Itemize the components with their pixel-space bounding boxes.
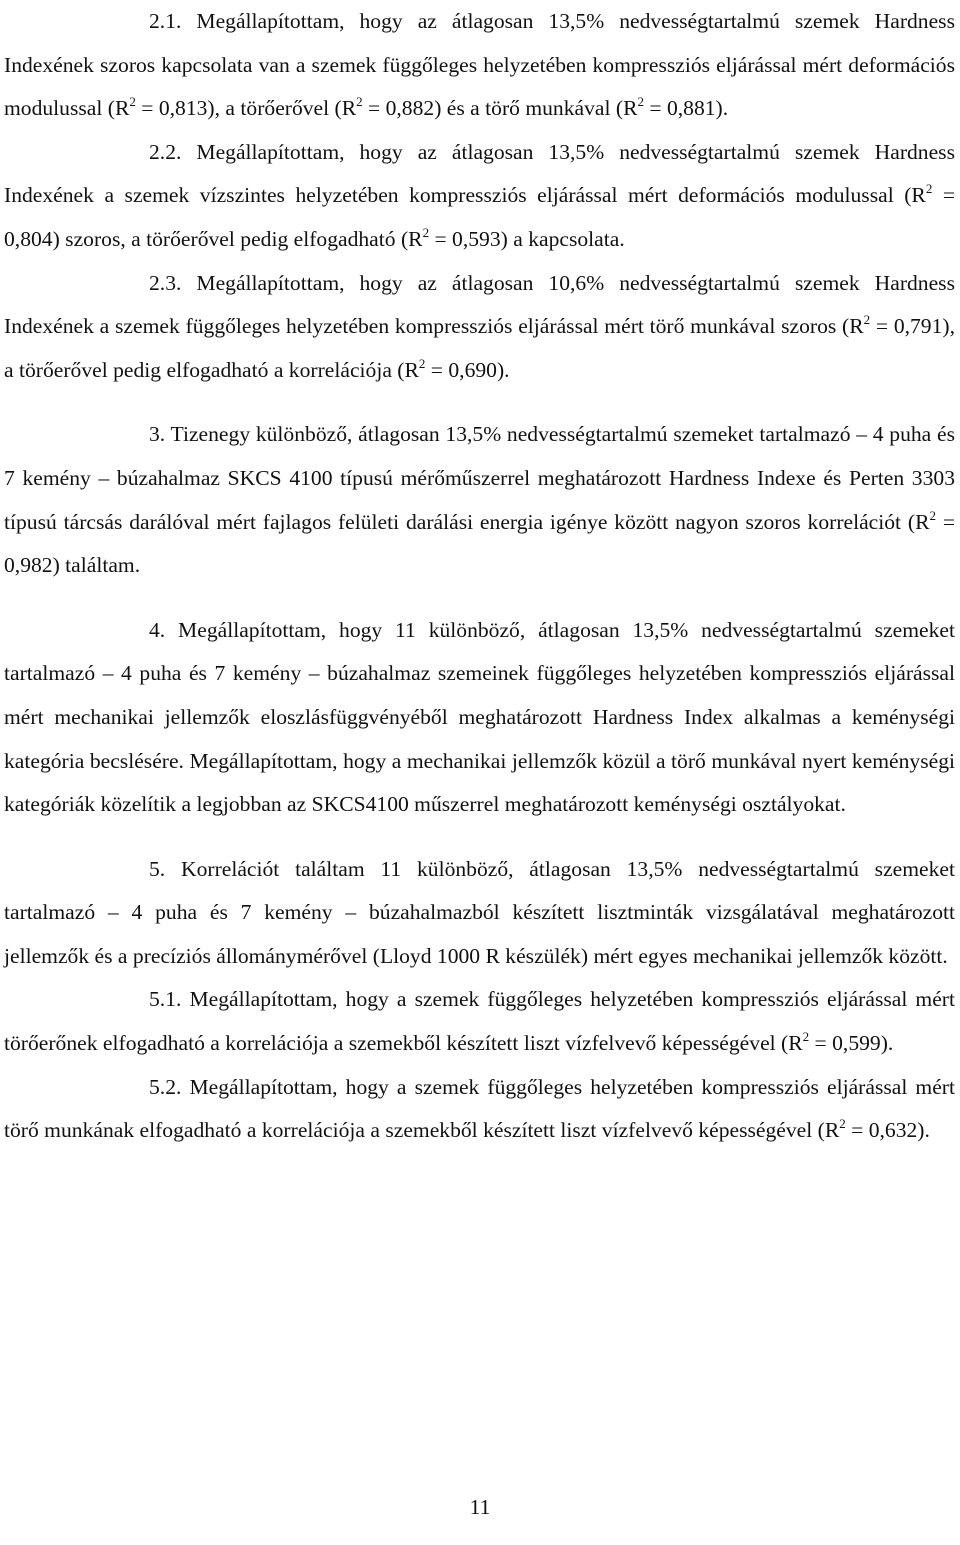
paragraph-2-2 — [4, 131, 955, 262]
paragraph-spacer — [4, 827, 955, 848]
paragraph-text: Megállapítottam, hogy a szemek függőleges helyzetében kompressziós eljárással mért törőerőnek elfogadható a korrelációja a szemekből készített liszt vízfelvevő képességével (R — [4, 987, 955, 1056]
paragraph-2-3 — [4, 262, 955, 393]
paragraph-text: = 0,690). — [425, 357, 510, 382]
superscript: 2 — [637, 94, 644, 110]
paragraph-spacer — [4, 588, 955, 609]
paragraph-text: = 0,882) és a törő munkával (R — [362, 96, 638, 121]
paragraph-number: 5.2. — [149, 1074, 182, 1099]
superscript: 2 — [802, 1029, 810, 1045]
paragraph-3 — [4, 413, 955, 587]
superscript: 2 — [418, 355, 426, 371]
paragraph-text: = 0,881). — [644, 96, 729, 121]
superscript: 2 — [839, 1116, 846, 1132]
paragraph-4 — [4, 609, 955, 827]
paragraph-spacer — [4, 392, 955, 413]
paragraph-text: Tizenegy különböző, átlagosan 13,5% nedvességtartalmú szemeket tartalmazó – 4 puha és 7 kemény – búzahalmaz SKCS 4100 típusú mérőműszerrel meghatározott Hardness Indexe és Perten 3303 típusú tárcsás darálóval mért fajlagos felületi darálási energia igénye között nagyon szoros korrelációt (R — [4, 422, 955, 534]
paragraph-number: 5. — [149, 856, 166, 881]
superscript: 2 — [422, 224, 430, 240]
paragraph-text: Megállapítottam, hogy az átlagosan 10,6% nedvességtartalmú szemek Hardness Indexének a szemek függőleges helyzetében kompressziós eljárással mért törő munkával szoros (R — [4, 270, 955, 339]
paragraph-2-1 — [4, 0, 955, 131]
paragraph-text: = 0,599). — [809, 1031, 894, 1056]
paragraph-5-1 — [4, 978, 955, 1065]
paragraph-number: 4. — [149, 617, 166, 642]
paragraph-text: = 0,593) a kapcsolata. — [429, 226, 625, 251]
paragraph-text: = 0,813), a törőerővel (R — [135, 96, 357, 121]
superscript: 2 — [129, 94, 136, 110]
paragraph-5 — [4, 848, 955, 979]
paragraph-number: 2.1. — [149, 9, 182, 33]
paragraph-text: = 0,982) találtam. — [4, 509, 955, 578]
paragraph-text: Megállapítottam, hogy az átlagosan 13,5% nedvességtartalmú szemek Hardness Indexének a szemek vízszintes helyzetében kompressziós eljárással mért deformációs modulussal (R — [4, 139, 955, 208]
superscript: 2 — [925, 181, 933, 197]
paragraph-text: Megállapítottam, hogy az átlagosan 13,5% nedvességtartalmú szemek Hardness Indexének szoros kapcsolata van a szemek függőleges helyzetében kompressziós eljárással mért deformációs modulussal (R — [4, 9, 955, 121]
paragraph-number: 2.2. — [149, 139, 182, 164]
paragraph-number: 3. — [149, 422, 166, 447]
paragraph-5-2 — [4, 1066, 955, 1153]
paragraph-number: 5.1. — [149, 987, 182, 1012]
paragraph-text: = 0,804) szoros, a törőerővel pedig elfogadható (R — [4, 183, 956, 251]
document-page — [4, 0, 955, 1153]
superscript: 2 — [929, 507, 936, 523]
paragraph-text: Korrelációt találtam 11 különböző, átlagosan 13,5% nedvességtartalmú szemeket tartalmazó – 4 puha és 7 kemény – búzahalmazból készített lisztminták vizsgálatával meghatározott jellemzők és a precíziós állománymérővel (Lloyd 1000 R készülék) mért egyes mechanikai jellemzők között. — [4, 856, 955, 968]
paragraph-text: = 0,632). — [845, 1118, 930, 1143]
superscript: 2 — [356, 94, 363, 110]
paragraph-text: Megállapítottam, hogy 11 különböző, átlagosan 13,5% nedvességtartalmú szemeket tartalmazó – 4 puha és 7 kemény – búzahalmaz szemeinek függőleges helyzetében kompressziós eljárással mért mechanikai jellemzők eloszlásfüggvényéből meghatározott Hardness Index alkalmas a keménységi kategória becslésére. Megállapítottam, hogy a mechanikai jellemzők közül a törő munkával nyert keménységi kategóriák közelítik a legjobban az SKCS4100 műszerrel meghatározott keménységi osztályokat. — [4, 617, 955, 817]
page-number: 11 — [469, 1495, 491, 1519]
paragraph-text: = 0,791), a törőerővel pedig elfogadható a korrelációja (R — [4, 314, 955, 382]
paragraph-number: 2.3. — [149, 270, 182, 295]
paragraph-text: Megállapítottam, hogy a szemek függőleges helyzetében kompressziós eljárással mért törő munkának elfogadható a korrelációja a szemekből készített liszt vízfelvevő képességével (R — [4, 1074, 955, 1143]
superscript: 2 — [863, 312, 871, 328]
